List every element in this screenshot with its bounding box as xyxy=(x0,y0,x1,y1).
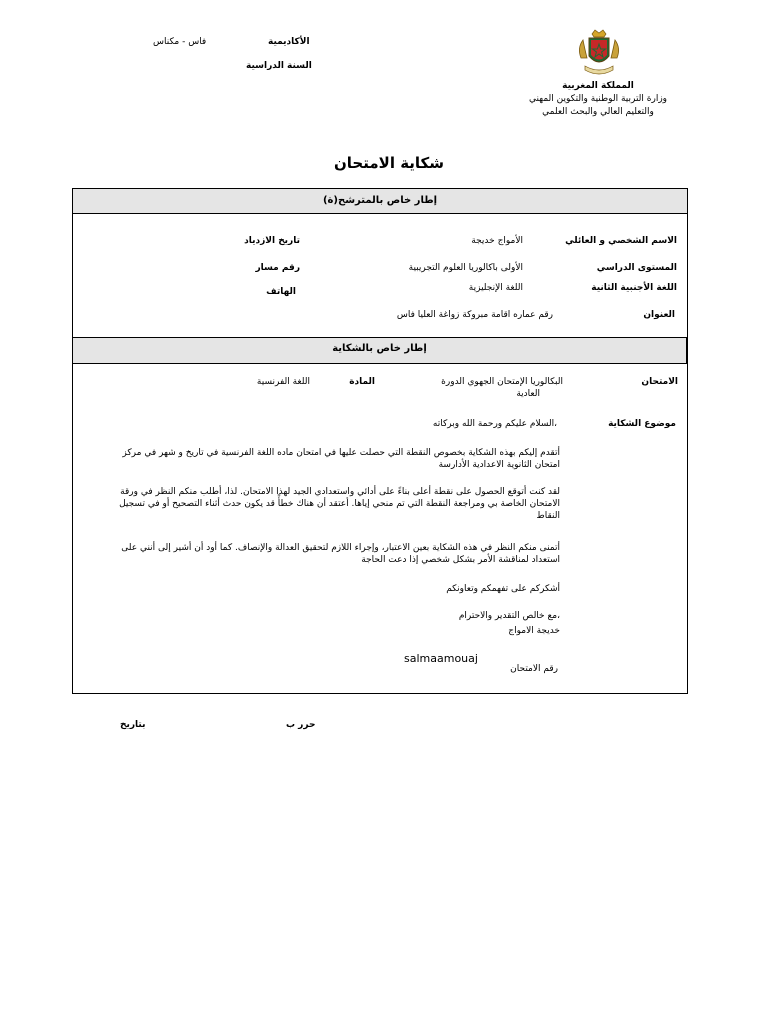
moroccan-coat-of-arms-icon xyxy=(573,28,625,80)
ministry-line-1: وزارة التربية الوطنية والتكوين المهني xyxy=(528,94,668,104)
ministry-line-2: والتعليم العالي والبحث العلمي xyxy=(542,107,654,117)
school-year-label: السنة الدراسية xyxy=(246,61,312,71)
level-value: الأولى باكالوريا العلوم التجريبية xyxy=(408,263,523,273)
second-language-value: اللغة الإنجليزية xyxy=(468,283,523,293)
exam-label: الامتحان xyxy=(641,377,678,387)
ministry-heading xyxy=(528,80,668,119)
closing-text: ،مع خالص التقدير والاحترام xyxy=(458,611,560,621)
thanks-text: أشكركم على تفهمكم وتعاونكم xyxy=(446,584,560,594)
complaint-topic-label: موضوع الشكاية xyxy=(608,419,676,429)
complaint-paragraph-2: لقد كنت أتوقع الحصول على نقطة أعلى بناءً على أدائي واستعدادي الجيد لهذا الامتحان. لذا، أطلب منكم النظر في ورقة الامتحان الخاصة بي ومراجعة النقطة التي تم منحي إياها. أعتقد أن هناك خطأً قد يكون حدث أثناء التصحيح أو في تسجيل النقاط xyxy=(119,487,560,521)
exam-value-line2: العادية xyxy=(516,389,540,399)
birth-date-label: تاريخ الازدياد xyxy=(244,236,300,246)
subject-label: المادة xyxy=(349,377,375,387)
massar-label: رقم مسار xyxy=(255,263,300,273)
phone-label: الهاتف xyxy=(266,287,296,297)
candidate-section-header: إطار خاص بالمترشح(ة) xyxy=(72,188,688,214)
form-frame xyxy=(72,188,688,694)
address-label: العنوان xyxy=(643,310,675,320)
address-value: رقم عماره اقامة مبروكة زواغة العليا فاس xyxy=(396,310,553,320)
exam-value-line1: البكالوريا الإمتحان الجهوي الدورة xyxy=(441,377,563,387)
complaint-paragraph-3: أتمنى منكم النظر في هذه الشكاية بعين الاعتبار، وإجراء اللازم لتحقيق العدالة والإنصاف. كما أود أن أشير إلى أنني على استعداد لمناقشة الأمر بشكل شخصي إذا دعت الحاجة xyxy=(121,543,560,565)
date-label: بتاريخ xyxy=(120,720,146,730)
signer-name: خديجة الامواج xyxy=(508,626,560,636)
exam-number-label: رقم الامتحان xyxy=(510,664,558,674)
kingdom-line: المملكة المغربية xyxy=(562,81,634,91)
subject-value: اللغة الفرنسية xyxy=(256,377,310,387)
academy-label: الأكاديمية xyxy=(268,37,310,47)
complaint-paragraph-1: أتقدم إليكم بهذه الشكاية بخصوص النقطة التي حصلت عليها في امتحان ماده اللغة الفرنسية في تاريخ و شهر في مركز امتحان الثانوية الاعدادية الأدارسة xyxy=(122,448,560,470)
name-value: الأمواج خديجة xyxy=(471,236,523,246)
written-at-label: حرر ب xyxy=(286,720,316,730)
complaint-section-header: إطار خاص بالشكاية xyxy=(72,337,687,364)
academy-value: فاس - مكناس xyxy=(153,37,207,47)
page-title: شكاية الامتحان xyxy=(334,154,445,172)
name-label: الاسم الشخصي و العائلي xyxy=(565,236,677,246)
greeting-text: ،السلام عليكم ورحمة الله وبركاته xyxy=(432,419,557,429)
username-text: salmaamouaj xyxy=(404,652,478,665)
second-language-label: اللغة الأجنبية الثانية xyxy=(591,283,677,293)
level-label: المستوى الدراسي xyxy=(596,263,677,273)
